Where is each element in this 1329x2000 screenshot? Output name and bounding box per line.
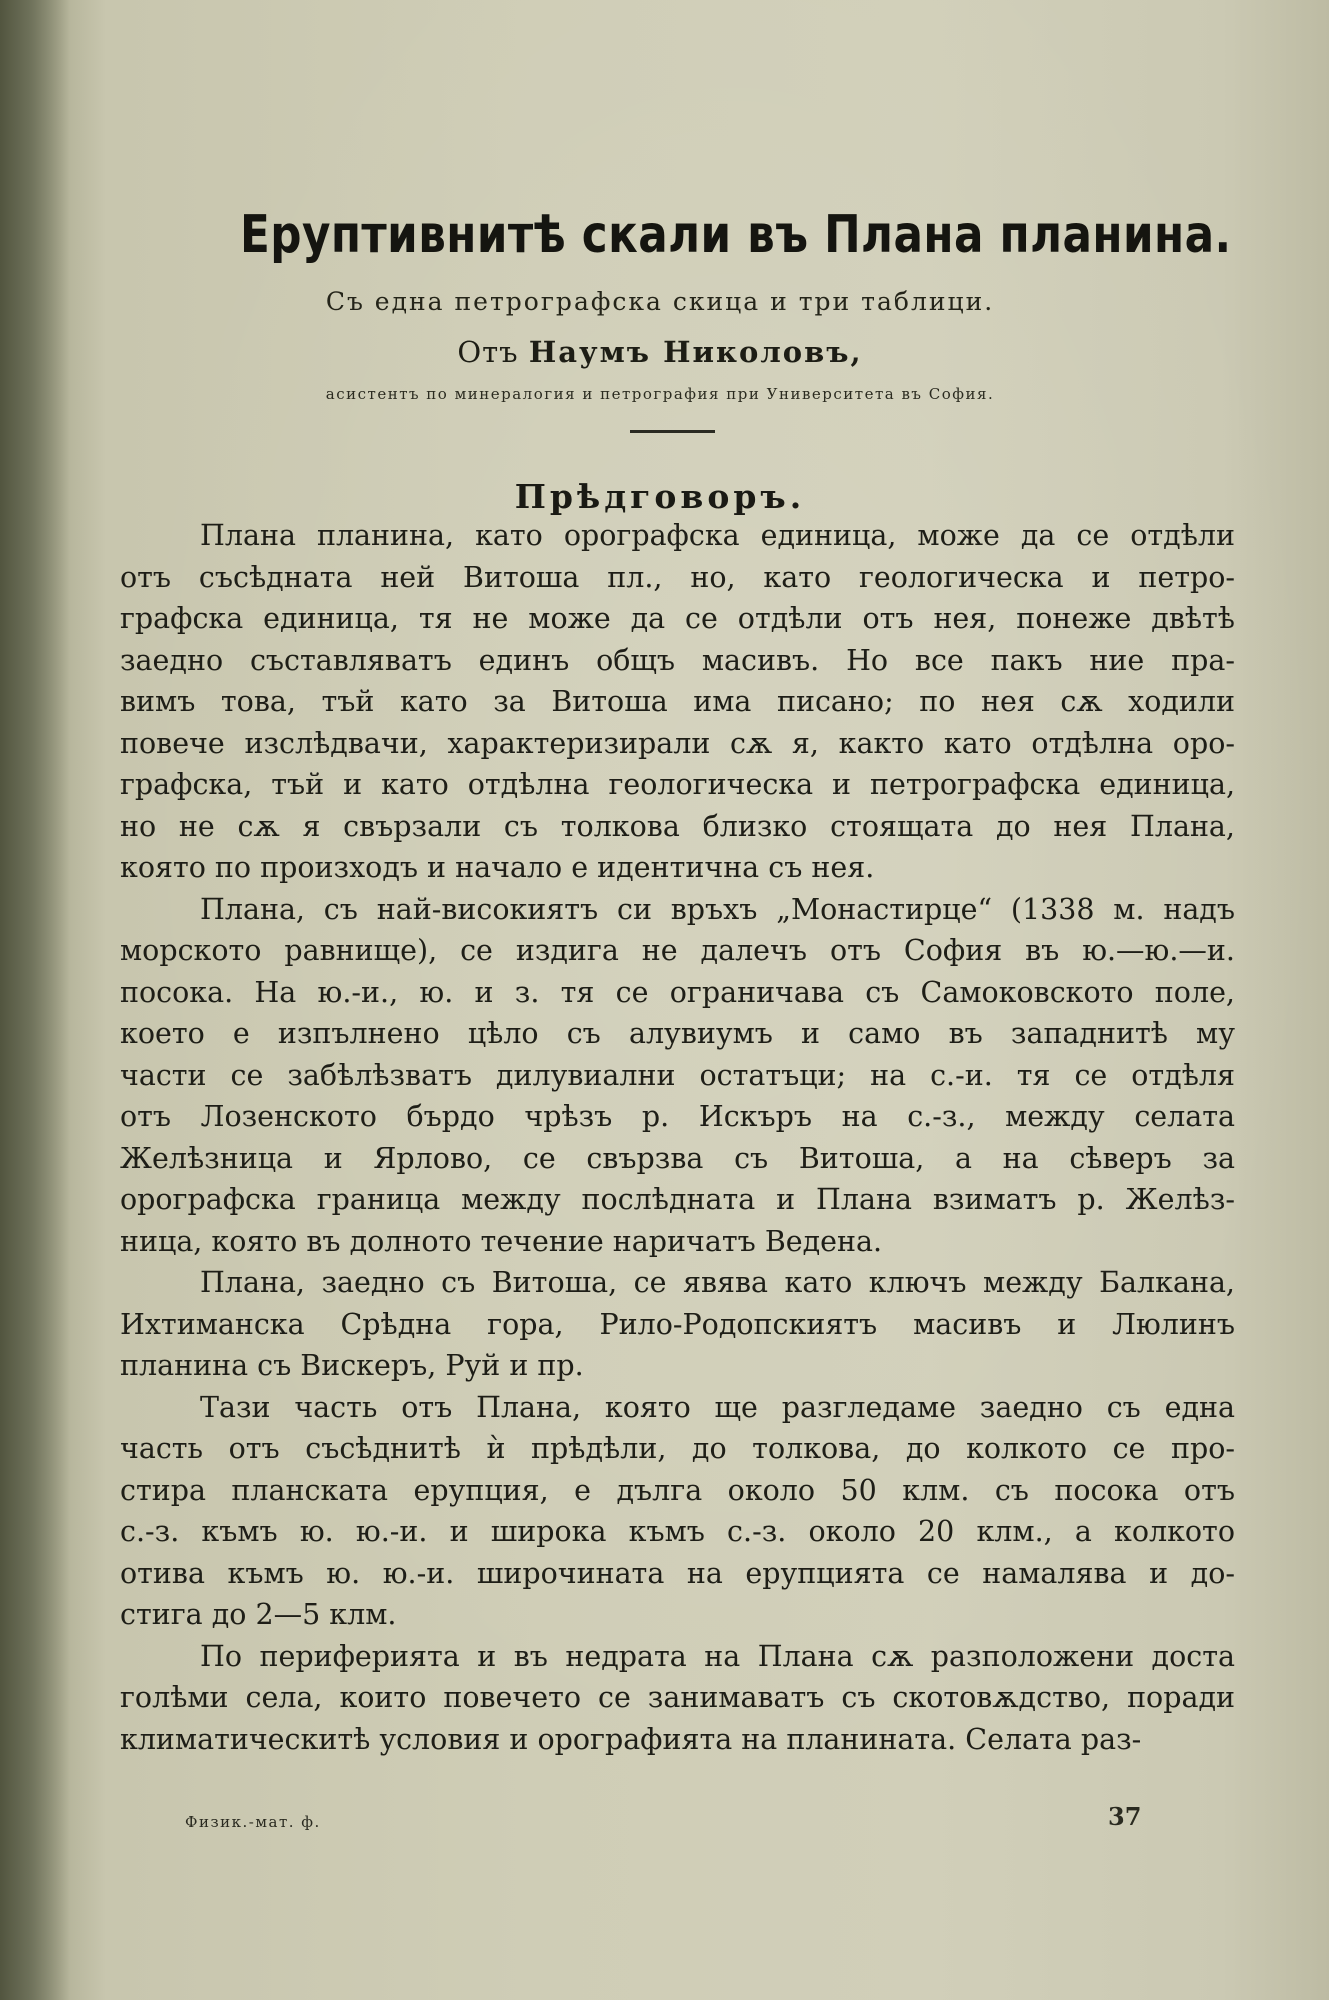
page-number: 37 <box>1108 1802 1142 1831</box>
footer-faculty-mark: Физик.-мат. ф. <box>185 1813 321 1831</box>
paragraph <box>120 515 1235 889</box>
section-title: Прѣдговоръ. <box>514 477 806 517</box>
paragraph <box>120 1262 1235 1387</box>
text-line: часть отъ съсѣднитѣ ѝ прѣдѣли, до толкова, до колкото се про- <box>120 1432 1235 1465</box>
text-line: Тази часть отъ Плана, която ще разгледаме заедно съ една <box>200 1390 1235 1424</box>
text-line: ница, която въ долното течение наричатъ Ведена. <box>120 1224 883 1258</box>
article-subtitle: Съ една петрографска скица и три таблици. <box>325 287 995 316</box>
text-line: Плана планина, като орографска единица, може да се отдѣли <box>200 519 1235 552</box>
text-line: По периферията и въ недрата на Плана сѫ разположени доста <box>200 1639 1235 1673</box>
book-gutter-shadow <box>0 0 70 2000</box>
text-line: графска, тъй и като отдѣлна геологическа и петрографска единица, <box>120 768 1235 801</box>
text-line: което е изпълнено цѣло съ алувиумъ и само въ западнитѣ му <box>120 1017 1235 1050</box>
text-line: стира планската ерупция, е дълга около 50 клм. съ посока отъ <box>120 1473 1235 1507</box>
text-line: части се забѣлѣзватъ дилувиални остатъци; на с.-и. тя се отдѣля <box>120 1058 1235 1092</box>
author-affiliation: асистентъ по минералогия и петрография при Университета въ София. <box>325 385 995 403</box>
text-line: Ихтиманска Срѣдна гора, Рило-Родопскиятъ масивъ и Люлинъ <box>120 1307 1235 1341</box>
text-line: графска единица, тя не може да се отдѣли отъ нея, понеже двѣтѣ <box>120 602 1235 635</box>
text-line: Плана, заедно съ Витоша, се явява като ключъ между Балкана, <box>200 1266 1235 1299</box>
paragraph <box>120 1636 1235 1761</box>
body-text <box>120 515 1235 1760</box>
text-line: посока. На ю.-и., ю. и з. тя се ограничава съ Самоковското поле, <box>120 975 1235 1009</box>
text-line: повече изслѣдвачи, характеризирали сѫ я, както като отдѣлна оро- <box>120 726 1235 760</box>
text-line: орографска граница между послѣдната и Плана взиматъ р. Желѣз- <box>120 1183 1235 1216</box>
text-line: но не сѫ я свързали съ толкова близко стоящата до нея Плана, <box>120 809 1235 843</box>
text-line: климатическитѣ условия и орографията на планината. Селата раз- <box>120 1722 1142 1756</box>
text-line: стига до 2—5 клм. <box>120 1598 397 1631</box>
text-line: с.-з. къмъ ю. ю.-и. и широка къмъ с.-з. около 20 клм., а колкото <box>120 1515 1235 1548</box>
author-prefix: Отъ <box>457 335 519 369</box>
author-line <box>160 335 1160 369</box>
text-line: която по произходъ и начало е идентична съ нея. <box>120 851 875 884</box>
paragraph <box>120 1387 1235 1636</box>
author-name: Наумъ Николовъ, <box>528 335 863 369</box>
text-line: Плана, съ най-високиятъ си връхъ „Монастирце“ (1338 м. надъ <box>200 892 1235 926</box>
text-line: голѣми села, които повечето се занимаватъ съ скотовѫдство, поради <box>120 1681 1235 1714</box>
text-line: вимъ това, тъй като за Витоша има писано; по нея сѫ ходили <box>120 685 1235 718</box>
text-line: отива къмъ ю. ю.-и. широчината на ерупцията се намалява и до- <box>120 1556 1235 1590</box>
text-line: заедно съставляватъ единъ общъ масивъ. Но все пакъ ние пра- <box>120 643 1235 677</box>
article-title: Еруптивнитѣ скали въ Плана планина. <box>240 205 1232 265</box>
text-line: морското равнище), се издига не далечъ отъ София въ ю.—ю.—и. <box>120 934 1235 967</box>
text-line: планина съ Вискеръ, Руй и пр. <box>120 1349 584 1382</box>
title-divider <box>630 430 715 433</box>
paragraph <box>120 889 1235 1263</box>
text-line: отъ Лозенското бърдо чрѣзъ р. Искъръ на с.-з., между селата <box>120 1100 1235 1133</box>
text-line: Желѣзница и Ярлово, се свързва съ Витоша, а на сѣверъ за <box>120 1141 1235 1175</box>
text-line: отъ съсѣдната ней Витоша пл., но, като геологическа и петро- <box>120 560 1235 594</box>
